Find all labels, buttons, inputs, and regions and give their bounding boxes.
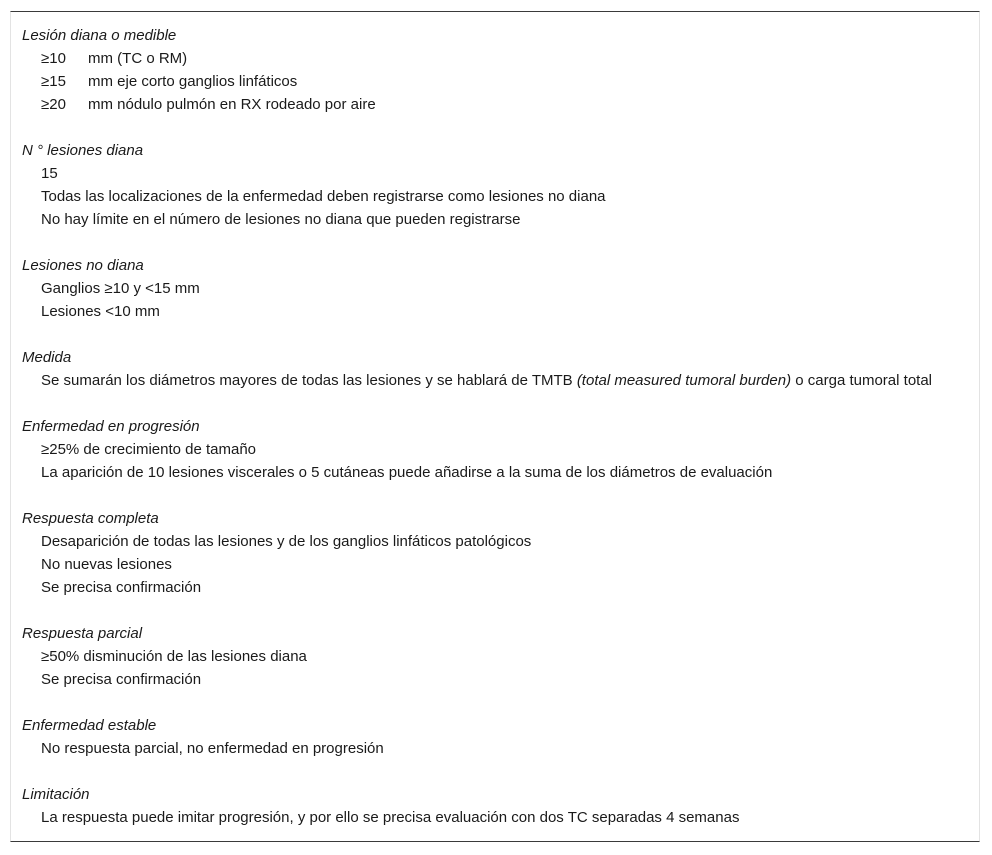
- section-gap: [22, 392, 977, 415]
- num-target-line: No hay límite en el número de lesiones no diana que pueden registrarse: [41, 211, 521, 228]
- section-heading-measure: Medida: [22, 349, 72, 366]
- threshold-value: ≥10: [41, 50, 66, 67]
- threshold-value: ≥15: [41, 73, 66, 90]
- partial-response-line: Se precisa confirmación: [41, 671, 202, 688]
- criteria-table: [10, 11, 980, 842]
- section-heading-partial-response: Respuesta parcial: [22, 625, 143, 642]
- section-heading-complete-response: Respuesta completa: [22, 510, 159, 527]
- threshold-text: mm (TC o RM): [88, 50, 188, 67]
- stable-line: No respuesta parcial, no enfermedad en progresión: [41, 740, 384, 757]
- threshold-text: mm eje corto ganglios linfáticos: [88, 73, 298, 90]
- complete-response-line: Se precisa confirmación: [41, 579, 202, 596]
- partial-response-line: ≥50% disminución de las lesiones diana: [41, 648, 307, 665]
- target-lesion-row: [22, 70, 977, 93]
- target-lesion-row: [22, 47, 977, 70]
- threshold-text: mm nódulo pulmón en RX rodeado por aire: [88, 96, 376, 113]
- section-gap: [22, 231, 977, 254]
- section-gap: [22, 116, 977, 139]
- threshold-value: ≥20: [41, 96, 66, 113]
- section-heading-limitation: Limitación: [22, 786, 90, 803]
- measure-text-before: Se sumarán los diámetros mayores de todas las lesiones y se hablará de TMTB: [41, 372, 577, 389]
- section-heading-target-lesion: Lesión diana o medible: [22, 27, 177, 44]
- limitation-line: La respuesta puede imitar progresión, y por ello se precisa evaluación con dos TC separadas 4 semanas: [41, 809, 740, 826]
- section-heading-num-target: N ° lesiones diana: [22, 142, 144, 159]
- num-target-line: Todas las localizaciones de la enfermedad deben registrarse como lesiones no diana: [41, 188, 606, 205]
- section-gap: [22, 691, 977, 714]
- section-heading-stable: Enfermedad estable: [22, 717, 157, 734]
- section-gap: [22, 323, 977, 346]
- measure-text: [22, 369, 977, 392]
- complete-response-line: Desaparición de todas las lesiones y de los ganglios linfáticos patológicos: [41, 533, 532, 550]
- section-heading-non-target: Lesiones no diana: [22, 257, 144, 274]
- measure-text-after: o carga tumoral total: [791, 372, 932, 389]
- section-gap: [22, 484, 977, 507]
- progression-line: ≥25% de crecimiento de tamaño: [41, 441, 257, 458]
- criteria-content: [22, 24, 977, 829]
- section-heading-progression: Enfermedad en progresión: [22, 418, 200, 435]
- measure-text-italic: (total measured tumoral burden): [576, 372, 792, 389]
- section-gap: [22, 599, 977, 622]
- num-target-line: 15: [41, 165, 58, 182]
- complete-response-line: No nuevas lesiones: [41, 556, 172, 573]
- non-target-line: Lesiones <10 mm: [41, 303, 160, 320]
- progression-line: La aparición de 10 lesiones viscerales o 5 cutáneas puede añadirse a la suma de los diámetros de evaluación: [41, 464, 773, 481]
- non-target-line: Ganglios ≥10 y <15 mm: [41, 280, 200, 297]
- section-gap: [22, 760, 977, 783]
- target-lesion-row: [22, 93, 977, 116]
